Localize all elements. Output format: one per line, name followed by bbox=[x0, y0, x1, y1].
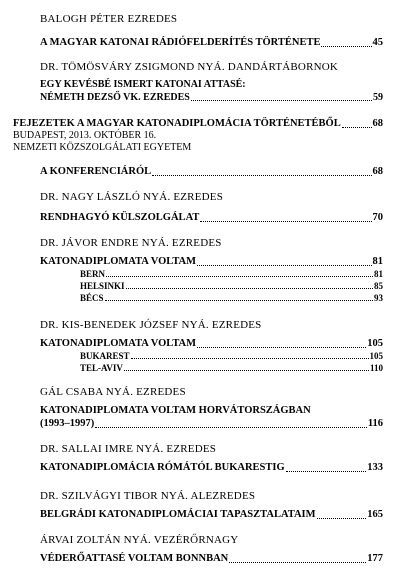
dot-leader bbox=[286, 470, 367, 472]
dot-leader bbox=[197, 264, 371, 266]
author-sallai: DR. SALLAI IMRE NYÁ. EZREDES bbox=[40, 443, 217, 455]
author-tomosvary: DR. TÖMÖSVÁRY ZSIGMOND NYÁ. DANDÁRTÁBORNOK bbox=[40, 61, 339, 73]
toc-page-number: 177 bbox=[367, 553, 383, 564]
toc-entry-title: BELGRÁDI KATONADIPLOMÁCIAI TAPASZTALATAIM bbox=[40, 509, 316, 520]
toc-page-number: 81 bbox=[372, 256, 383, 267]
toc-page-number: 93 bbox=[374, 293, 383, 303]
toc-entry-romatol-bukarestig[interactable] bbox=[40, 463, 383, 474]
toc-page-number: 105 bbox=[367, 338, 383, 349]
toc-entry-title: KATONADIPLOMATA VOLTAM bbox=[40, 256, 197, 267]
toc-sub-tel-aviv[interactable] bbox=[80, 364, 383, 373]
author-balogh: BALOGH PÉTER EZREDES bbox=[40, 13, 178, 25]
toc-page-number: 105 bbox=[369, 351, 383, 361]
dot-leader bbox=[152, 174, 371, 176]
conference-venue: NEMZETI KÖZSZOLGÁLATI EGYETEM bbox=[13, 142, 192, 153]
toc-entry-horvatorszag[interactable] bbox=[40, 419, 383, 430]
toc-entry-nemeth[interactable] bbox=[40, 93, 383, 103]
toc-sub-bukarest[interactable] bbox=[80, 352, 383, 361]
toc-entry-title: NÉMETH DEZSŐ VK. EZREDES bbox=[40, 92, 190, 103]
dot-leader bbox=[124, 369, 369, 371]
toc-entry-konferenciarol[interactable] bbox=[40, 167, 383, 178]
toc-page-number: 110 bbox=[369, 363, 383, 373]
dot-leader bbox=[106, 275, 373, 277]
toc-entry-title: A KONFERENCIÁRÓL bbox=[40, 166, 152, 177]
toc-sub-title: BERN bbox=[80, 269, 106, 279]
toc-entry-radiofelderites[interactable] bbox=[40, 38, 383, 49]
toc-entry-kis-benedek-katonadiplomata[interactable] bbox=[40, 339, 383, 350]
conference-date: BUDAPEST, 2013. OKTÓBER 16. bbox=[13, 130, 157, 141]
toc-sub-title: HELSINKI bbox=[80, 281, 125, 291]
author-szilvagyi: DR. SZILVÁGYI TIBOR NYÁ. ALEZREDES bbox=[40, 490, 256, 502]
toc-page-number: 165 bbox=[367, 509, 383, 520]
toc-entry-title: KATONADIPLOMÁCIA RÓMÁTÓL BUKARESTIG bbox=[40, 462, 285, 473]
dot-leader bbox=[317, 517, 367, 519]
toc-entry-bonnban[interactable] bbox=[40, 554, 383, 565]
toc-sub-bern[interactable] bbox=[80, 270, 383, 279]
toc-page-number: 133 bbox=[367, 462, 383, 473]
toc-entry-title-line1: EGY KEVÉSBÉ ISMERT KATONAI ATTASÉ: bbox=[40, 79, 246, 90]
toc-page-number: 116 bbox=[367, 418, 383, 429]
toc-sub-title: BUKAREST bbox=[80, 351, 130, 361]
toc-page-number: 68 bbox=[372, 118, 383, 129]
toc-entry-javor-katonadiplomata[interactable] bbox=[40, 257, 383, 268]
toc-page-number: 70 bbox=[372, 212, 383, 223]
author-javor: DR. JÁVOR ENDRE NYÁ. EZREDES bbox=[40, 237, 222, 249]
dot-leader bbox=[105, 299, 373, 301]
toc-entry-rendhagyo[interactable] bbox=[40, 213, 383, 224]
toc-sub-title: TEL-AVIV bbox=[80, 363, 123, 373]
dot-leader bbox=[191, 99, 372, 101]
dot-leader bbox=[342, 126, 372, 128]
dot-leader bbox=[197, 346, 366, 348]
toc-page-number: 81 bbox=[374, 269, 383, 279]
author-gal: GÁL CSABA NYÁ. EZREDES bbox=[40, 386, 186, 398]
toc-page-number: 68 bbox=[372, 166, 383, 177]
toc-entry-title-line1: KATONADIPLOMATA VOLTAM HORVÁTORSZÁGBAN bbox=[40, 405, 311, 416]
toc-page-number: 45 bbox=[372, 37, 383, 48]
author-kis-benedek: DR. KIS-BENEDEK JÓZSEF NYÁ. EZREDES bbox=[40, 319, 262, 331]
author-arvai: ÁRVAI ZOLTÁN NYÁ. VEZÉRŐRNAGY bbox=[40, 534, 239, 546]
author-nagy: DR. NAGY LÁSZLÓ NYÁ. EZREDES bbox=[40, 191, 224, 203]
toc-page-number: 85 bbox=[374, 281, 383, 291]
toc-sub-becs[interactable] bbox=[80, 294, 383, 303]
toc-sub-helsinki[interactable] bbox=[80, 282, 383, 291]
toc-entry-belgradi[interactable] bbox=[40, 510, 383, 521]
dot-leader bbox=[321, 45, 371, 47]
dot-leader bbox=[229, 561, 366, 563]
toc-entry-title: VÉDERŐATTASÉ VOLTAM BONNBAN bbox=[40, 553, 229, 564]
toc-page-number: 59 bbox=[373, 92, 383, 103]
toc-entry-title: A MAGYAR KATONAI RÁDIÓFELDERÍTÉS TÖRTÉNETE bbox=[40, 37, 321, 48]
toc-entry-title: KATONADIPLOMATA VOLTAM bbox=[40, 338, 197, 349]
dot-leader bbox=[95, 426, 367, 428]
dot-leader bbox=[200, 220, 371, 222]
toc-entry-title: RENDHAGYÓ KÜLSZOLGÁLAT bbox=[40, 212, 200, 223]
dot-leader bbox=[131, 357, 369, 359]
toc-conference-heading[interactable] bbox=[13, 119, 383, 130]
toc-sub-title: BÉCS bbox=[80, 293, 104, 303]
toc-entry-title: (1993–1997) bbox=[40, 418, 95, 429]
dot-leader bbox=[126, 287, 373, 289]
conference-title: FEJEZETEK A MAGYAR KATONADIPLOMÁCIA TÖRTÉNETÉBŐL bbox=[13, 118, 341, 129]
